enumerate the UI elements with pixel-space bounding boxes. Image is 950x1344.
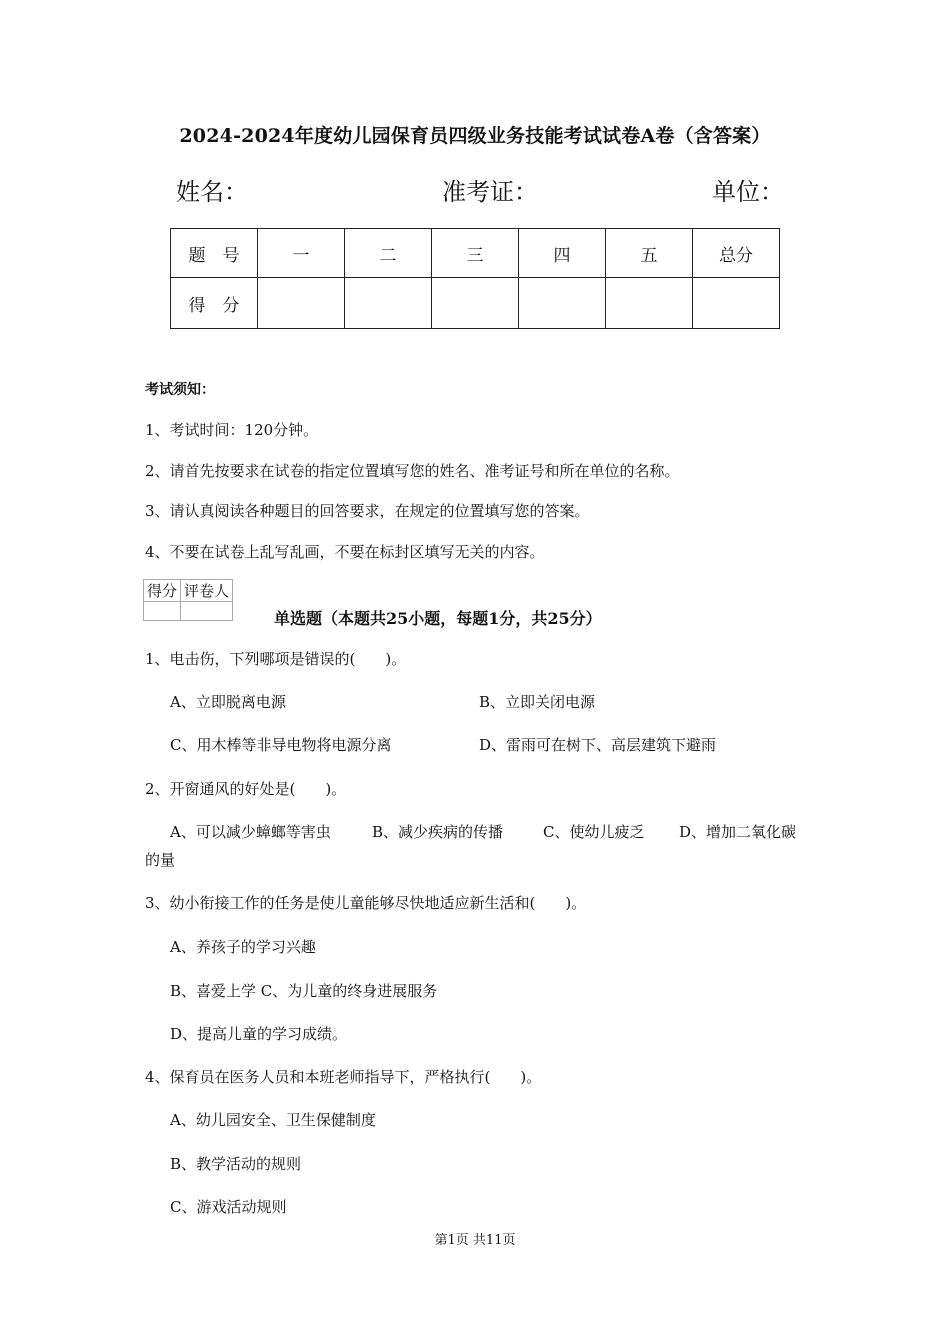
score-header-cell: 二 xyxy=(345,229,432,278)
score-table xyxy=(170,228,780,329)
score-header-cell: 五 xyxy=(606,229,693,278)
grader-name-cell[interactable] xyxy=(181,602,233,621)
exam-title: 2024-2024年度幼儿园保育员四级业务技能考试试卷A卷（含答案） xyxy=(179,125,771,147)
score-table-header-row xyxy=(171,229,780,278)
score-cell[interactable] xyxy=(693,278,780,329)
question-2-stem: 2、开窗通风的好处是( )。 xyxy=(145,780,347,798)
grader-name-label: 评卷人 xyxy=(181,580,233,602)
question-4-stem: 4、保育员在医务人员和本班老师指导下，严格执行( )。 xyxy=(145,1068,542,1086)
question-2-option-d-continued: 的量 xyxy=(145,851,176,869)
question-1-stem: 1、电击伤，下列哪项是错误的( )。 xyxy=(145,650,407,668)
grader-score-cell[interactable] xyxy=(144,602,181,621)
question-4-option-c: C、游戏活动规则 xyxy=(170,1198,287,1216)
score-cell[interactable] xyxy=(519,278,606,329)
score-cell[interactable] xyxy=(432,278,519,329)
score-header-cell: 总分 xyxy=(693,229,780,278)
question-3-stem: 3、幼小衔接工作的任务是使儿童能够尽快地适应新生活和( )。 xyxy=(145,894,587,912)
question-3-option-a: A、养孩子的学习兴趣 xyxy=(170,938,316,956)
score-header-cell: 题 号 xyxy=(171,229,258,278)
score-header-cell: 一 xyxy=(258,229,345,278)
question-1-option-d: D、雷雨可在树下、高层建筑下避雨 xyxy=(479,736,717,754)
question-1-option-a: A、立即脱离电源 xyxy=(170,693,286,711)
score-table-score-row xyxy=(171,278,780,329)
name-field-label: 姓名： xyxy=(176,178,248,206)
notice-heading: 考试须知： xyxy=(145,382,215,398)
score-cell[interactable] xyxy=(258,278,345,329)
question-2-option-a: A、可以减少蟑螂等害虫 xyxy=(170,823,331,841)
score-row-label: 得 分 xyxy=(171,278,258,329)
exam-number-field-label: 准考证： xyxy=(442,178,538,206)
question-3-option-bc: B、喜爱上学 C、为儿童的终身进展服务 xyxy=(170,982,438,1000)
question-2-option-d: D、增加二氧化碳 xyxy=(679,823,797,841)
page-footer: 第1页 共11页 xyxy=(434,1233,516,1248)
question-2-option-c: C、使幼儿疲乏 xyxy=(543,823,645,841)
question-1-option-b: B、立即关闭电源 xyxy=(479,693,596,711)
score-header-cell: 四 xyxy=(519,229,606,278)
notice-item: 3、请认真阅读各种题目的回答要求，在规定的位置填写您的答案。 xyxy=(145,502,590,520)
question-4-option-a: A、幼儿园安全、卫生保健制度 xyxy=(170,1111,376,1129)
section-title: 单选题（本题共25小题，每题1分，共25分） xyxy=(274,609,602,628)
grader-box xyxy=(143,579,233,621)
notice-item: 4、不要在试卷上乱写乱画，不要在标封区填写无关的内容。 xyxy=(145,543,545,561)
unit-field-label: 单位： xyxy=(712,178,784,206)
grader-score-label: 得分 xyxy=(144,580,181,602)
question-3-option-d: D、提高儿童的学习成绩。 xyxy=(170,1025,348,1043)
notice-item: 2、请首先按要求在试卷的指定位置填写您的姓名、准考证号和所在单位的名称。 xyxy=(145,462,680,480)
question-1-option-c: C、用木棒等非导电物将电源分离 xyxy=(170,736,392,754)
score-cell[interactable] xyxy=(606,278,693,329)
question-2-option-b: B、减少疾病的传播 xyxy=(372,823,504,841)
notice-item: 1、考试时间：120分钟。 xyxy=(145,421,319,439)
question-4-option-b: B、教学活动的规则 xyxy=(170,1155,302,1173)
score-header-cell: 三 xyxy=(432,229,519,278)
score-cell[interactable] xyxy=(345,278,432,329)
